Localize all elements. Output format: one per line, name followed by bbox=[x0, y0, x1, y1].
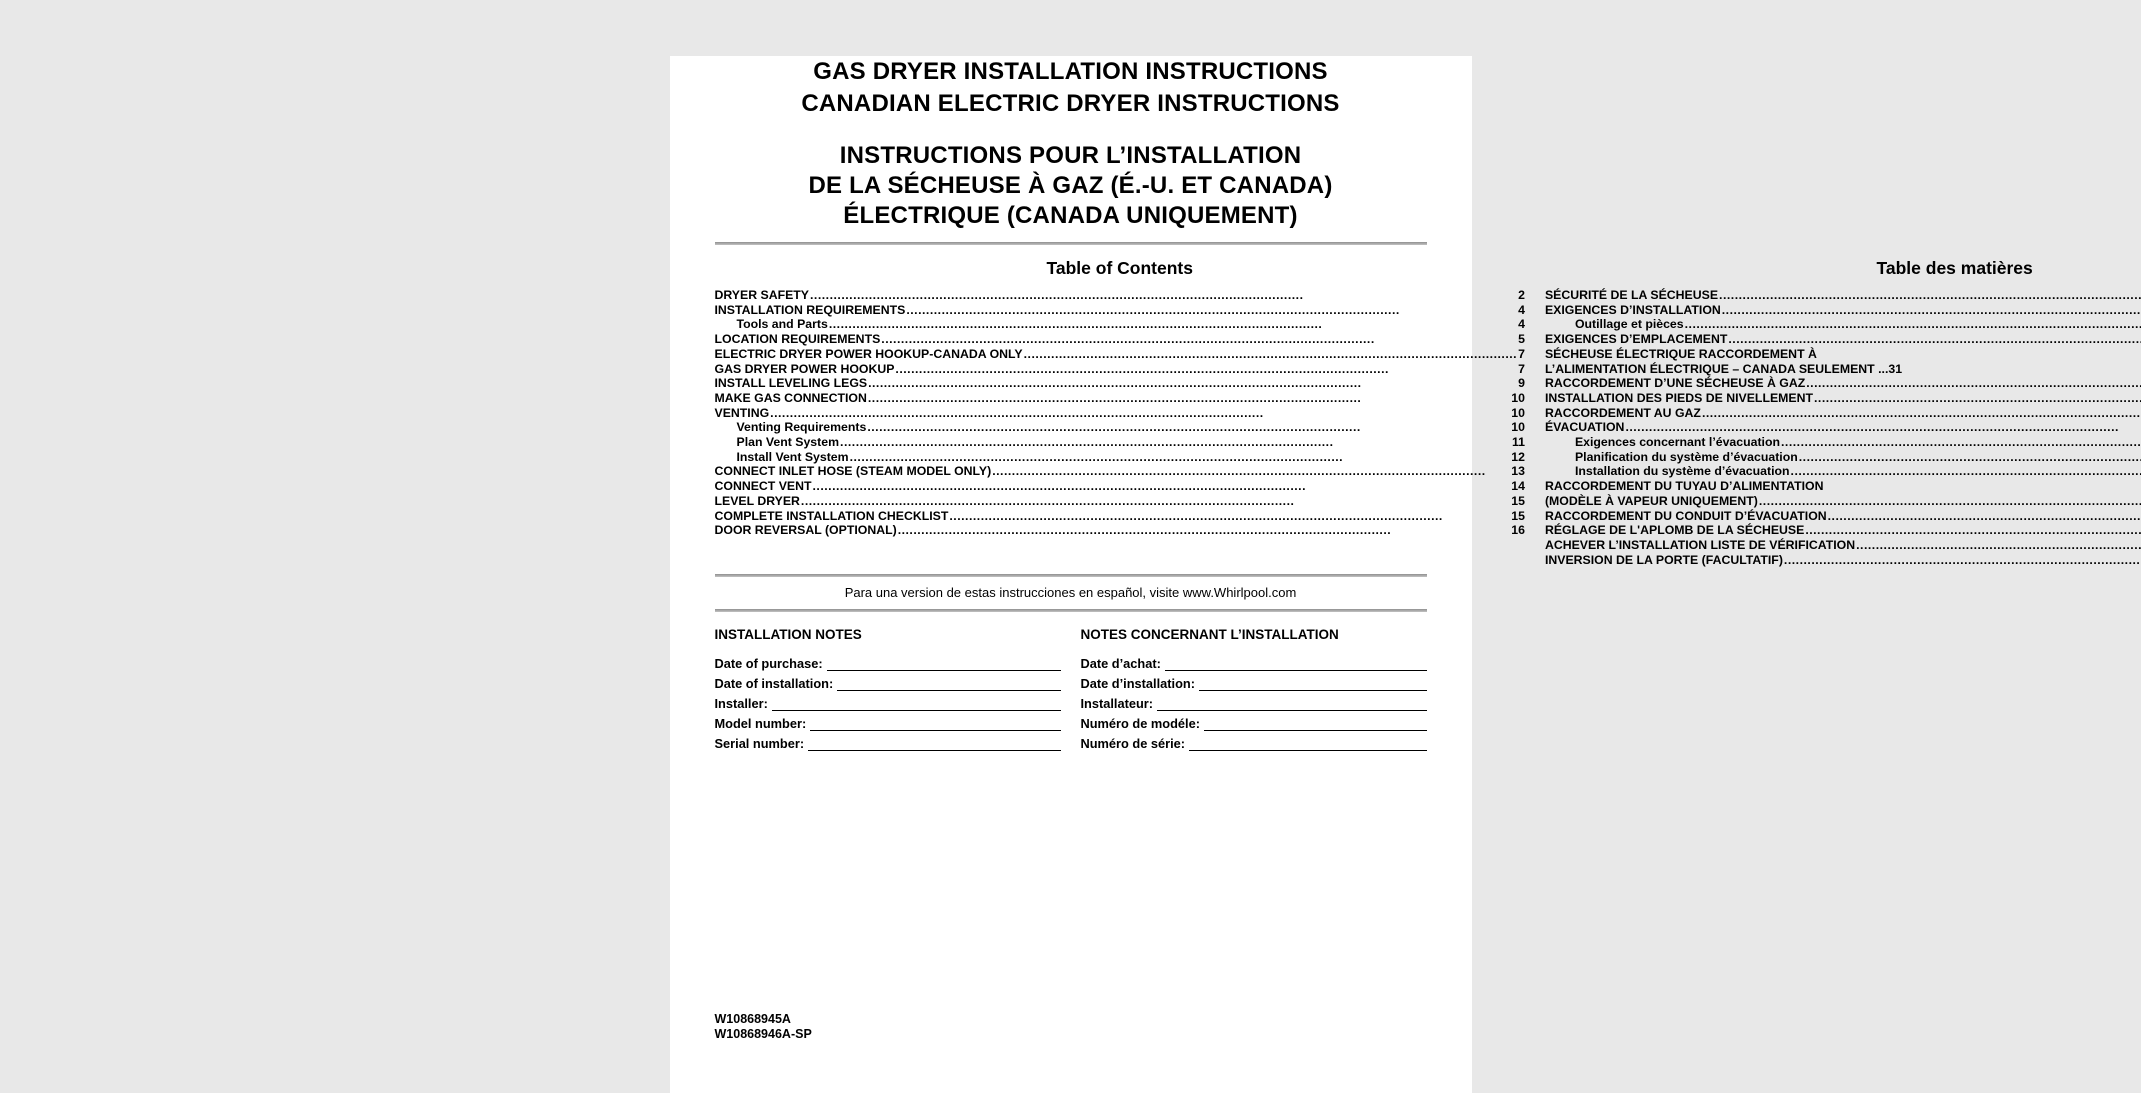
toc-dot-leader bbox=[949, 509, 1510, 524]
toc-dot-leader bbox=[1791, 464, 2141, 479]
toc-entry bbox=[715, 420, 1525, 435]
toc-entry bbox=[1545, 317, 2141, 332]
toc-entry-label: L’ALIMENTATION ÉLECTRIQUE – CANADA SEULEMENT ... bbox=[1544, 361, 1889, 376]
form-field-blank-line bbox=[810, 717, 1060, 731]
toc-entry-label: SÉCHEUSE ÉLECTRIQUE RACCORDEMENT À bbox=[1544, 346, 1817, 361]
form-field-row bbox=[715, 671, 1061, 691]
toc-entry bbox=[715, 479, 1525, 494]
toc-entry-page-number: 15 bbox=[1511, 493, 1525, 508]
toc-entry bbox=[1545, 288, 2141, 303]
installation-notes-french-heading: NOTES CONCERNANT L’INSTALLATION bbox=[1080, 627, 1339, 643]
toc-entry-page-number: 5 bbox=[1518, 332, 1525, 347]
form-field-blank-line bbox=[1157, 697, 1426, 711]
toc-entry bbox=[715, 347, 1525, 362]
toc-entry bbox=[1545, 303, 2141, 318]
toc-entry-label: SÉCURITÉ DE LA SÉCHEUSE bbox=[1544, 288, 1719, 302]
toc-entry-page-number: 7 bbox=[1518, 346, 1525, 361]
installation-notes-english bbox=[715, 626, 1061, 751]
toc-entry bbox=[715, 362, 1525, 377]
form-field-label: Installateur: bbox=[1080, 696, 1154, 712]
toc-entry-label: ACHEVER L’INSTALLATION LISTE DE VÉRIFICATION bbox=[1544, 537, 1856, 552]
form-field-label: Numéro de série: bbox=[1080, 736, 1186, 752]
form-field-row bbox=[715, 691, 1061, 711]
form-field-label: Serial number: bbox=[714, 736, 805, 752]
title-french bbox=[715, 141, 1427, 231]
toc-dot-leader bbox=[867, 420, 1510, 435]
toc-dot-leader bbox=[992, 464, 1510, 479]
form-field-blank-line bbox=[1189, 737, 1426, 751]
toc-entry bbox=[715, 332, 1525, 347]
form-field-row bbox=[1081, 691, 1427, 711]
form-field-label: Date d’achat: bbox=[1080, 656, 1161, 672]
toc-entry-label: (MODÈLE À VAPEUR UNIQUEMENT) bbox=[1544, 493, 1758, 508]
toc-dot-leader bbox=[770, 406, 1510, 421]
toc-dot-leader bbox=[1719, 288, 2141, 303]
toc-entry-label: RÉGLAGE DE L'APLOMB DE LA SÉCHEUSE bbox=[1544, 523, 1805, 538]
toc-entry bbox=[1545, 450, 2141, 465]
toc-entry-label: CONNECT VENT bbox=[714, 479, 812, 494]
toc-entry-label: Venting Requirements bbox=[736, 420, 867, 435]
form-field-row bbox=[1081, 711, 1427, 731]
toc-dot-leader bbox=[810, 288, 1517, 303]
toc-entry-label: RACCORDEMENT DU CONDUIT D’ÉVACUATION bbox=[1544, 508, 1827, 523]
toc-entry-page-number: 7 bbox=[1518, 361, 1525, 376]
toc-dot-leader bbox=[906, 303, 1517, 318]
toc-entry bbox=[1545, 523, 2141, 538]
toc-entry-label: INVERSION DE LA PORTE (FACULTATIF) bbox=[1544, 552, 1783, 567]
toc-entry-page-number: 4 bbox=[1518, 317, 1525, 332]
toc-entry bbox=[1545, 332, 2141, 347]
toc-entry bbox=[1545, 347, 2141, 362]
installation-notes-french bbox=[1081, 626, 1427, 751]
toc-entry bbox=[1545, 362, 2141, 377]
toc-dot-leader bbox=[1828, 509, 2141, 524]
toc-dot-leader bbox=[881, 332, 1517, 347]
toc-entry bbox=[715, 303, 1525, 318]
document-part-numbers bbox=[715, 1012, 812, 1041]
toc-dot-leader bbox=[1856, 538, 2141, 553]
toc-dot-leader bbox=[1806, 376, 2141, 391]
installation-notes-english-heading: INSTALLATION NOTES bbox=[714, 627, 862, 643]
toc-dot-leader bbox=[1625, 420, 2141, 435]
toc-entry-label: MAKE GAS CONNECTION bbox=[714, 390, 867, 405]
spanish-version-note: Para una version de estas instrucciones en español, visite www.Whirlpool.com bbox=[844, 585, 1297, 601]
toc-entry-page-number: 12 bbox=[1511, 449, 1525, 464]
toc-dot-leader bbox=[898, 523, 1511, 538]
toc-entry bbox=[1545, 509, 2141, 524]
toc-entry-page-number: 14 bbox=[1511, 479, 1525, 494]
toc-dot-leader bbox=[1702, 406, 2141, 421]
toc-entry bbox=[715, 376, 1525, 391]
toc-dot-leader bbox=[1685, 317, 2141, 332]
form-field-label: Date of installation: bbox=[714, 676, 834, 692]
part-number-primary: W10868945A bbox=[714, 1012, 791, 1026]
toc-entry-label: RACCORDEMENT DU TUYAU D’ALIMENTATION bbox=[1544, 479, 1824, 494]
title-english-line1: GAS DRYER INSTALLATION INSTRUCTIONS bbox=[813, 58, 1328, 85]
toc-entry bbox=[1545, 553, 2141, 568]
form-field-blank-line bbox=[837, 677, 1060, 691]
form-field-blank-line bbox=[1204, 717, 1427, 731]
form-field-label: Date d’installation: bbox=[1080, 676, 1195, 692]
toc-entry bbox=[715, 391, 1525, 406]
toc-english-heading: Table of Contents bbox=[1046, 258, 1193, 278]
toc-entry bbox=[1545, 464, 2141, 479]
toc-entry bbox=[715, 317, 1525, 332]
toc-entry bbox=[1545, 435, 2141, 450]
toc-entry-page-number: 13 bbox=[1511, 464, 1525, 479]
toc-entry bbox=[715, 464, 1525, 479]
form-field-blank-line bbox=[772, 697, 1061, 711]
toc-entry-page-number: 11 bbox=[1511, 435, 1525, 450]
toc-entry-label: INSTALLATION REQUIREMENTS bbox=[714, 302, 906, 317]
toc-dot-leader bbox=[840, 435, 1511, 450]
toc-entry-label: INSTALL LEVELING LEGS bbox=[714, 376, 868, 391]
toc-dot-leader bbox=[801, 494, 1510, 509]
toc-entry-page-number: 16 bbox=[1511, 523, 1525, 538]
toc-entry-label: GAS DRYER POWER HOOKUP bbox=[714, 361, 895, 376]
installation-notes-section bbox=[715, 626, 1427, 751]
toc-entry bbox=[715, 523, 1525, 538]
toc-entry bbox=[715, 435, 1525, 450]
toc-dot-leader bbox=[1781, 435, 2141, 450]
toc-entry-label: Tools and Parts bbox=[736, 317, 828, 332]
toc-entry bbox=[1545, 420, 2141, 435]
toc-entry-page-number: 15 bbox=[1511, 508, 1525, 523]
toc-entry-label: Planification du système d’évacuation bbox=[1574, 449, 1798, 464]
toc-entry-page-number: 10 bbox=[1511, 390, 1525, 405]
toc-entry-label: EXIGENCES D’INSTALLATION bbox=[1544, 302, 1721, 317]
toc-entry bbox=[715, 450, 1525, 465]
form-field-label: Installer: bbox=[714, 696, 768, 712]
toc-entry-label: ELECTRIC DRYER POWER HOOKUP-CANADA ONLY bbox=[714, 346, 1023, 361]
document-page bbox=[670, 56, 2033, 1093]
toc-entry-page-number: 2 bbox=[1518, 288, 1525, 302]
title-english bbox=[715, 56, 1427, 120]
toc-english-list bbox=[715, 288, 1525, 538]
table-of-contents-section bbox=[714, 245, 2033, 567]
toc-entry-label: DRYER SAFETY bbox=[714, 288, 810, 302]
form-field-label: Numéro de modéle: bbox=[1080, 716, 1200, 732]
toc-entry-label: COMPLETE INSTALLATION CHECKLIST bbox=[714, 508, 949, 523]
toc-entry bbox=[715, 494, 1525, 509]
toc-entry-label: Installation du système d’évacuation bbox=[1574, 464, 1790, 479]
form-field-label: Date of purchase: bbox=[714, 656, 823, 672]
toc-entry bbox=[1545, 479, 2141, 494]
toc-french-list bbox=[1545, 288, 2141, 567]
toc-entry-label: RACCORDEMENT D’UNE SÉCHEUSE À GAZ bbox=[1544, 376, 1806, 391]
toc-english-column bbox=[715, 245, 1525, 567]
toc-entry-label: Exigences concernant l’évacuation bbox=[1574, 435, 1780, 450]
toc-dot-leader bbox=[1759, 494, 2141, 509]
form-field-row bbox=[715, 711, 1061, 731]
toc-entry bbox=[715, 509, 1525, 524]
title-english-line2: CANADIAN ELECTRIC DRYER INSTRUCTIONS bbox=[801, 90, 1340, 117]
form-field-blank-line bbox=[1165, 657, 1427, 671]
part-number-spanish: W10868946A-SP bbox=[714, 1026, 812, 1041]
form-field-blank-line bbox=[827, 657, 1061, 671]
horizontal-rule-middle-top bbox=[715, 574, 1427, 577]
toc-entry-label: CONNECT INLET HOSE (STEAM MODEL ONLY) bbox=[714, 464, 992, 479]
form-field-row bbox=[715, 651, 1061, 671]
toc-dot-leader bbox=[1024, 347, 1517, 362]
toc-dot-leader bbox=[1722, 303, 2141, 318]
toc-french-heading: Table des matières bbox=[1876, 258, 2033, 278]
toc-dot-leader bbox=[1799, 450, 2141, 465]
toc-dot-leader bbox=[868, 376, 1517, 391]
toc-dot-leader bbox=[1784, 553, 2141, 568]
form-field-row bbox=[1081, 651, 1427, 671]
installation-notes-french-fields bbox=[1081, 651, 1427, 751]
form-field-row bbox=[1081, 671, 1427, 691]
toc-entry-label: EXIGENCES D’EMPLACEMENT bbox=[1544, 332, 1728, 347]
title-french-line1: INSTRUCTIONS POUR L’INSTALLATION bbox=[839, 142, 1302, 169]
toc-entry-page-number: 31 bbox=[1888, 361, 1903, 376]
form-field-blank-line bbox=[808, 737, 1060, 751]
toc-entry-label: INSTALLATION DES PIEDS DE NIVELLEMENT bbox=[1544, 390, 1813, 405]
toc-entry bbox=[1545, 391, 2141, 406]
toc-dot-leader bbox=[1805, 523, 2141, 538]
toc-entry-page-number: 10 bbox=[1511, 420, 1525, 435]
toc-entry-label: VENTING bbox=[714, 405, 770, 420]
form-field-label: Model number: bbox=[714, 716, 807, 732]
toc-french-column bbox=[1545, 245, 2141, 567]
toc-dot-leader bbox=[895, 362, 1517, 377]
title-french-line3: ÉLECTRIQUE (CANADA UNIQUEMENT) bbox=[843, 202, 1298, 229]
toc-entry-label: LEVEL DRYER bbox=[714, 493, 800, 508]
title-french-line2: DE LA SÉCHEUSE À GAZ (É.-U. ET CANADA) bbox=[808, 172, 1333, 199]
toc-entry-label: Install Vent System bbox=[736, 449, 849, 464]
toc-entry bbox=[1545, 494, 2141, 509]
toc-entry-label: DOOR REVERSAL (OPTIONAL) bbox=[714, 523, 897, 538]
toc-entry-label: Outillage et pièces bbox=[1574, 317, 1684, 332]
form-field-blank-line bbox=[1199, 677, 1427, 691]
toc-dot-leader bbox=[1728, 332, 2141, 347]
toc-entry bbox=[1545, 406, 2141, 421]
toc-dot-leader bbox=[868, 391, 1510, 406]
toc-entry bbox=[715, 288, 1525, 303]
toc-dot-leader bbox=[1814, 391, 2141, 406]
toc-entry-label: RACCORDEMENT AU GAZ bbox=[1544, 405, 1701, 420]
horizontal-rule-middle-bottom bbox=[715, 609, 1427, 612]
toc-entry-page-number: 4 bbox=[1518, 302, 1525, 317]
toc-entry bbox=[1545, 538, 2141, 553]
toc-entry bbox=[715, 406, 1525, 421]
installation-notes-english-fields bbox=[715, 651, 1061, 751]
toc-dot-leader bbox=[829, 317, 1517, 332]
form-field-row bbox=[1081, 731, 1427, 751]
toc-entry bbox=[1545, 376, 2141, 391]
toc-entry-label: ÉVACUATION bbox=[1544, 420, 1625, 435]
toc-entry-page-number: 10 bbox=[1511, 405, 1525, 420]
toc-entry-label: Plan Vent System bbox=[736, 435, 840, 450]
form-field-row bbox=[715, 731, 1061, 751]
toc-dot-leader bbox=[850, 450, 1511, 465]
toc-entry-page-number: 9 bbox=[1518, 376, 1525, 391]
toc-entry-label: LOCATION REQUIREMENTS bbox=[714, 332, 881, 347]
toc-dot-leader bbox=[813, 479, 1511, 494]
